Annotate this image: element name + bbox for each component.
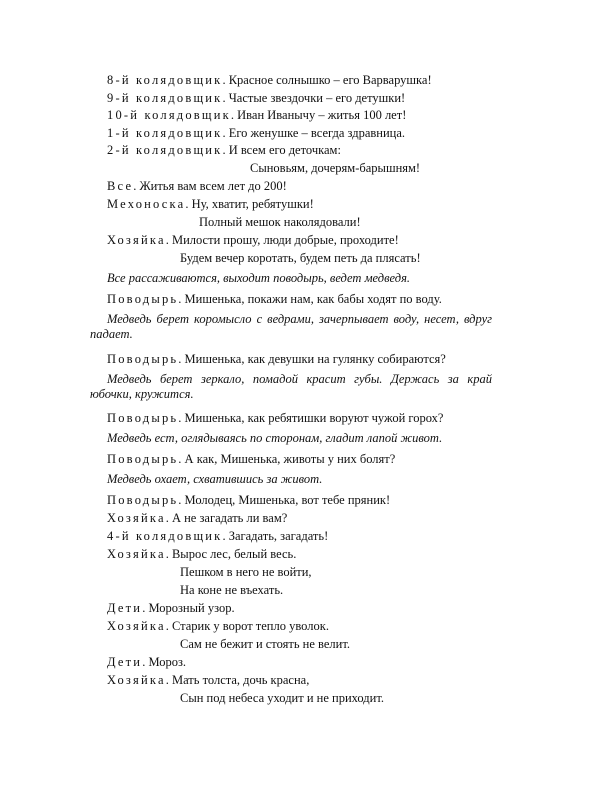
line-text: . Старик у ворот тепло уволок. <box>165 619 329 633</box>
line-text: Медведь берет коромысло с ведрами, зачерпывает воду, несет, вдруг падает. <box>90 312 492 341</box>
speaker: Поводырь <box>107 352 179 366</box>
line-text: . А не загадать ли вам? <box>165 511 288 525</box>
line-text: . Житья вам всем лет до 200! <box>133 179 287 193</box>
line-text: . Мишенька, как ребятишки воруют чужой горох? <box>178 411 444 425</box>
line-28 <box>107 619 329 634</box>
line-text: . Морозный узор. <box>142 601 235 615</box>
line-text: Сам не бежит и стоять не велит. <box>180 637 350 651</box>
line-19 <box>107 452 395 467</box>
line-22 <box>107 511 287 526</box>
line-23 <box>107 529 328 544</box>
line-26 <box>180 583 283 598</box>
speaker: Хозяйка <box>107 233 166 247</box>
speaker: Хозяйка <box>107 673 166 687</box>
line-8 <box>107 197 314 212</box>
line-2 <box>107 91 405 106</box>
speaker: Хозяйка <box>107 619 166 633</box>
line-3 <box>107 108 406 123</box>
line-text: . Мать толста, дочь красна, <box>165 673 310 687</box>
stage-direction <box>107 431 442 446</box>
line-6 <box>250 161 420 176</box>
stage-direction <box>90 312 492 342</box>
speaker: Хозяйка <box>107 547 166 561</box>
speaker: Дети <box>107 601 143 615</box>
speaker: Поводырь <box>107 493 179 507</box>
line-text: . Его женушке – всегда здравница. <box>222 126 406 140</box>
line-text: . Иван Иванычу – житья 100 лет! <box>230 108 407 122</box>
line-5 <box>107 143 341 158</box>
line-text: Все рассаживаются, выходит поводырь, ведет медведя. <box>107 271 411 285</box>
line-17 <box>107 411 443 426</box>
line-15 <box>107 352 446 367</box>
line-31 <box>107 673 309 688</box>
line-25 <box>180 565 312 580</box>
speaker: 4-й колядовщик <box>107 529 223 543</box>
line-text: . Молодец, Мишенька, вот тебе пряник! <box>178 493 391 507</box>
line-30 <box>107 655 186 670</box>
speaker: 2-й колядовщик <box>107 143 223 157</box>
stage-direction <box>107 271 410 286</box>
speaker: Поводырь <box>107 452 179 466</box>
line-text: . Мишенька, покажи нам, как бабы ходят по воду. <box>178 292 442 306</box>
stage-direction <box>90 372 492 402</box>
line-text: . Ну, хватит, ребятушки! <box>185 197 314 211</box>
line-32 <box>180 691 384 706</box>
line-text: . Красное солнышко – его Варварушка! <box>222 73 432 87</box>
stage-direction <box>107 472 322 487</box>
line-11 <box>180 251 421 266</box>
line-9 <box>199 215 361 230</box>
speaker: Хозяйка <box>107 511 166 525</box>
line-text: . И всем его деточкам: <box>222 143 341 157</box>
line-text: . Вырос лес, белый весь. <box>165 547 297 561</box>
line-29 <box>180 637 350 652</box>
line-text: . А как, Мишенька, животы у них болят? <box>178 452 396 466</box>
line-text: На коне не въехать. <box>180 583 284 597</box>
line-24 <box>107 547 296 562</box>
speaker: Все <box>107 179 134 193</box>
line-10 <box>107 233 399 248</box>
speaker: Поводырь <box>107 292 179 306</box>
line-27 <box>107 601 235 616</box>
line-text: Медведь берет зеркало, помадой красит губы. Держась за край юбочки, кружится. <box>90 372 492 401</box>
line-text: . Мороз. <box>142 655 187 669</box>
line-1 <box>107 73 432 88</box>
speaker: 10-й колядовщик <box>107 108 231 122</box>
line-text: . Загадать, загадать! <box>222 529 329 543</box>
line-text: Сын под небеса уходит и не приходит. <box>180 691 384 705</box>
line-text: Полный мешок наколядовали! <box>199 215 361 229</box>
line-7 <box>107 179 287 194</box>
speaker: Мехоноска <box>107 197 186 211</box>
speaker: Дети <box>107 655 143 669</box>
line-text: Будем вечер коротать, будем петь да плясать! <box>180 251 421 265</box>
line-text: Пешком в него не войти, <box>180 565 312 579</box>
speaker: 9-й колядовщик <box>107 91 223 105</box>
speaker: 8-й колядовщик <box>107 73 223 87</box>
speaker: 1-й колядовщик <box>107 126 223 140</box>
line-4 <box>107 126 405 141</box>
line-21 <box>107 493 390 508</box>
speaker: Поводырь <box>107 411 179 425</box>
line-text: Медведь ест, оглядываясь по сторонам, гладит лапой живот. <box>107 431 443 445</box>
line-text: Медведь охает, схватившись за живот. <box>107 472 323 486</box>
line-text: Сыновьям, дочерям-барышням! <box>250 161 421 175</box>
line-text: . Милости прошу, люди добрые, проходите! <box>165 233 399 247</box>
line-text: . Частые звездочки – его детушки! <box>222 91 406 105</box>
line-text: . Мишенька, как девушки на гулянку собираются? <box>178 352 446 366</box>
line-13 <box>107 292 442 307</box>
